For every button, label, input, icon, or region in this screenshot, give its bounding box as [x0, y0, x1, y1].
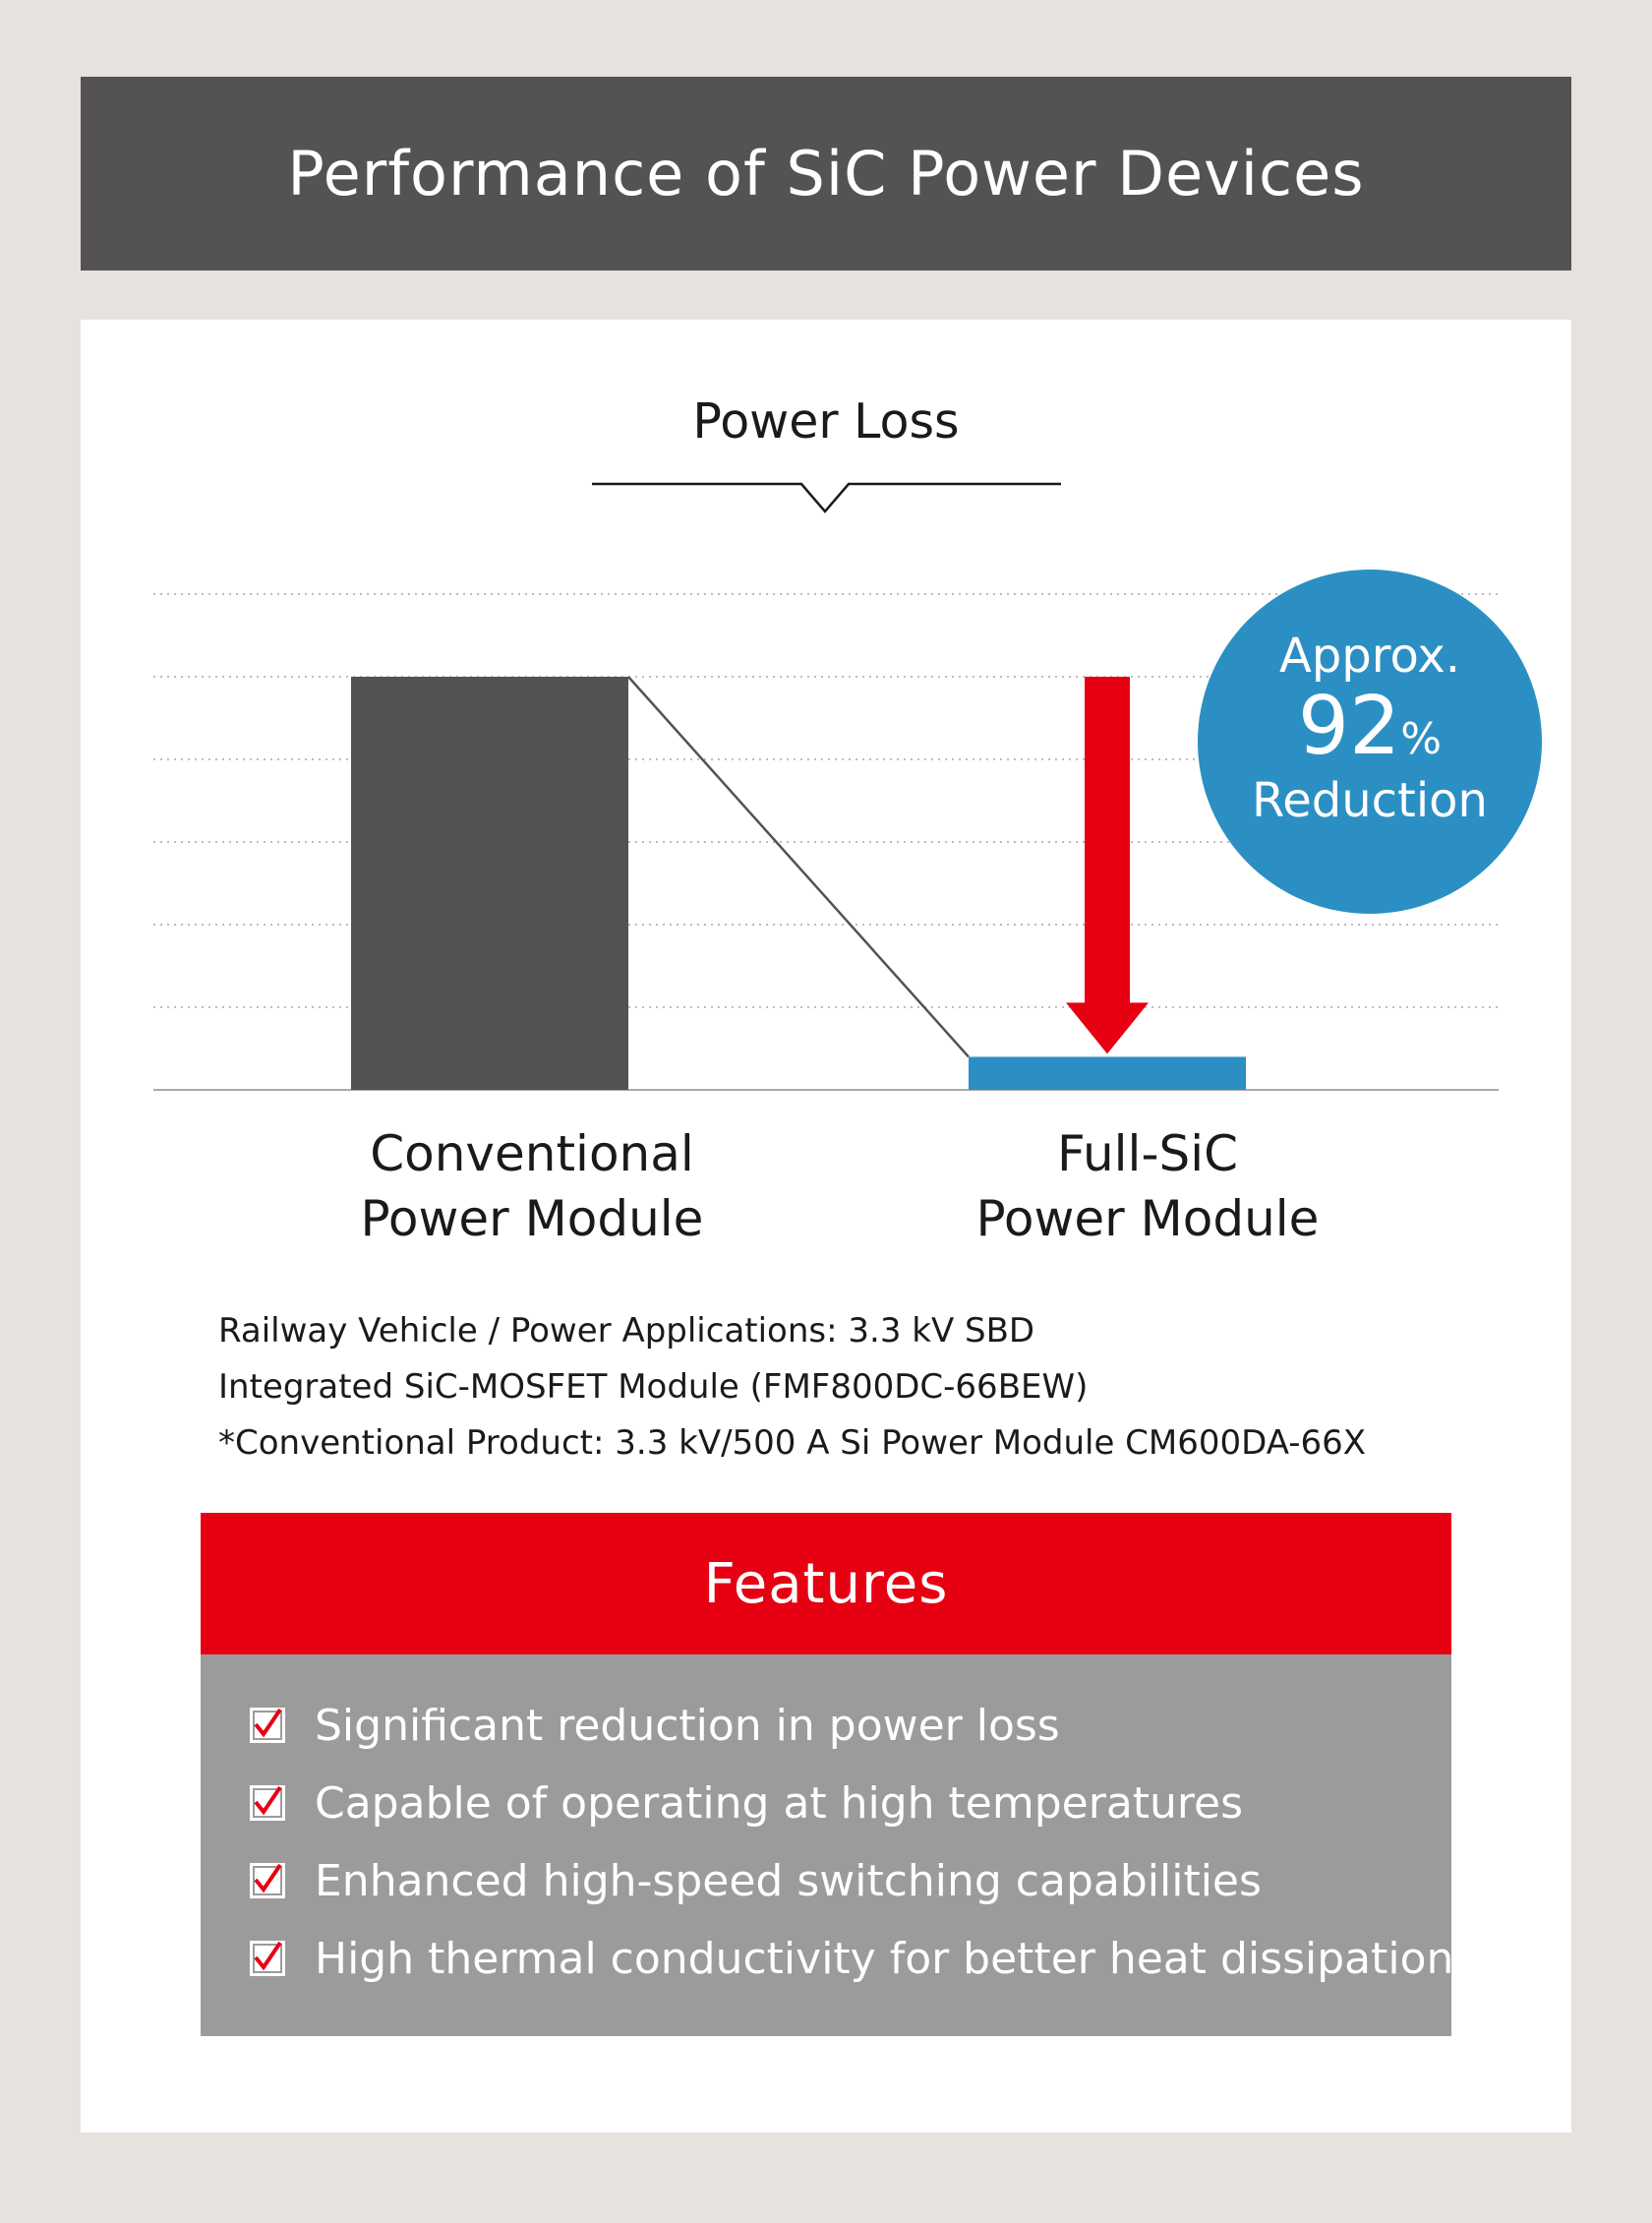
feature-text: High thermal conductivity for better heat dissipation — [315, 1933, 1454, 1984]
category-label-line: Power Module — [360, 1190, 704, 1247]
features-heading: Features — [201, 1513, 1451, 1654]
note-line: *Conventional Product: 3.3 kV/500 A Si Power Module CM600DA-66X — [218, 1423, 1367, 1463]
chart-title: Power Loss — [692, 393, 960, 450]
checkbox-checked-icon — [250, 1708, 285, 1743]
features-list — [201, 1654, 1454, 2036]
feature-text: Significant reduction in power loss — [315, 1700, 1060, 1751]
category-label-line: Power Module — [975, 1190, 1320, 1247]
callout-line-approx: Approx. — [1278, 629, 1461, 684]
checkbox-checked-icon — [250, 1785, 285, 1821]
note-line: Railway Vehicle / Power Applications: 3.3 kV SBD — [218, 1311, 1035, 1351]
note-line: Integrated SiC-MOSFET Module (FMF800DC-66BEW) — [218, 1367, 1089, 1407]
bar-full-sic — [969, 1056, 1246, 1090]
feature-item — [250, 1773, 1243, 1832]
reduction-connector-line — [628, 677, 969, 1056]
category-label-full-sic — [902, 1121, 1393, 1251]
callout-value-unit: % — [1400, 714, 1443, 764]
category-label-line: Full-SiC — [1056, 1125, 1239, 1182]
chart-notes — [218, 1303, 1366, 1472]
category-label-line: Conventional — [370, 1125, 694, 1182]
feature-text: Enhanced high-speed switching capabilities — [315, 1855, 1262, 1906]
feature-text: Capable of operating at high temperatures — [315, 1777, 1244, 1829]
category-label-conventional — [286, 1121, 778, 1251]
page-title: Performance of SiC Power Devices — [81, 77, 1571, 270]
callout-value-number: 92 — [1297, 680, 1401, 773]
callout-line-reduction: Reduction — [1252, 773, 1488, 828]
chart-card — [81, 320, 1571, 2133]
reduction-arrow-shaft — [1085, 677, 1130, 1004]
checkbox-checked-icon — [250, 1863, 285, 1898]
feature-item — [250, 1929, 1453, 1988]
chart-title-underline — [592, 484, 1061, 511]
feature-item — [250, 1696, 1060, 1755]
feature-item — [250, 1851, 1262, 1910]
reduction-arrow-head — [1066, 1002, 1149, 1053]
checkbox-checked-icon — [250, 1941, 285, 1976]
bar-conventional — [351, 677, 628, 1090]
